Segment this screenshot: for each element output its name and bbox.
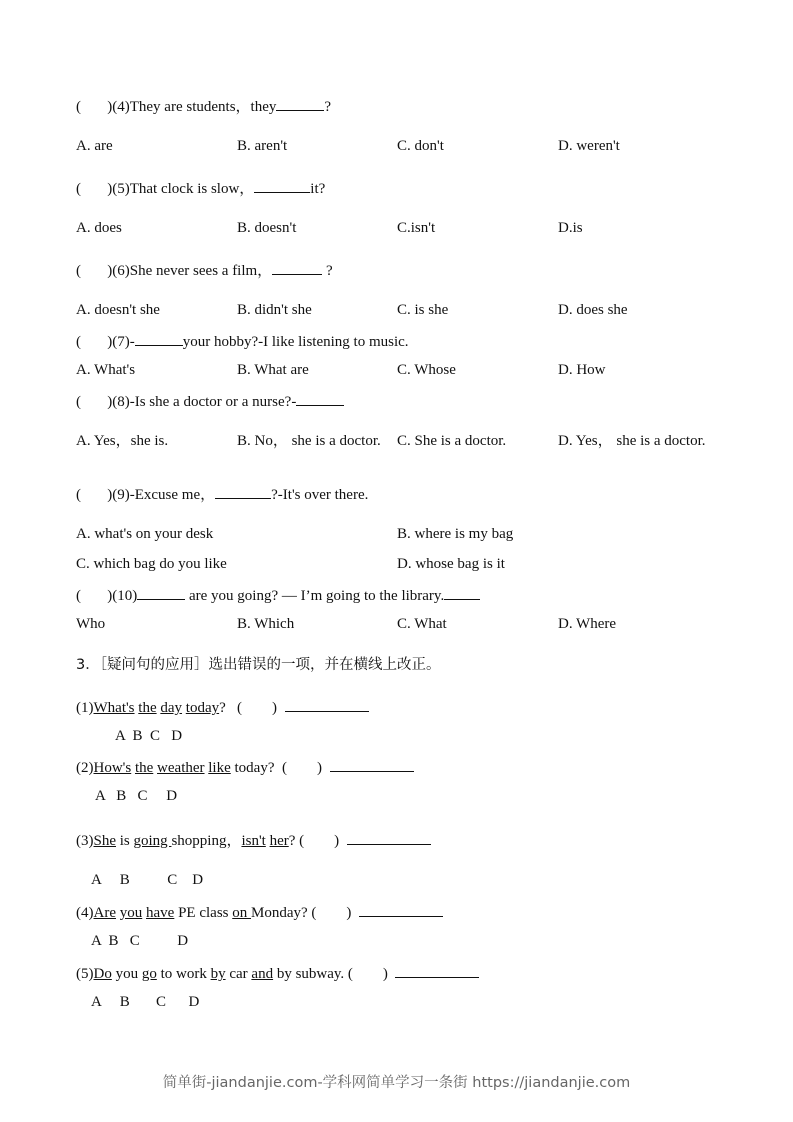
answer-blank[interactable] [135, 331, 183, 346]
answer-blank[interactable] [254, 178, 310, 193]
option-a[interactable]: Who [76, 616, 106, 632]
text-segment: ? ( ) [288, 833, 347, 849]
text-segment: you [111, 966, 142, 982]
underlined-part-d: today [185, 700, 220, 716]
option-b[interactable]: B. where is my bag [397, 526, 514, 542]
option-letters: A B C D [115, 728, 183, 744]
underlined-part-b: the [134, 760, 154, 776]
option-a[interactable]: A. are [76, 138, 113, 154]
error-question-4 [76, 902, 443, 922]
correction-blank[interactable] [395, 963, 479, 978]
option-b[interactable]: B. No， she is a doctor. [237, 433, 381, 449]
underlined-part-c: by [210, 966, 226, 982]
option-letters: A B C D [91, 994, 200, 1010]
underlined-part-a: What's [93, 700, 135, 716]
answer-blank[interactable] [137, 585, 185, 600]
text-segment: Monday? ( ) [251, 905, 359, 921]
correction-blank[interactable] [347, 830, 431, 845]
option-a[interactable]: A. does [76, 220, 122, 236]
question-5-text: ( )(5)That clock is slow， [76, 181, 255, 197]
correction-blank[interactable] [359, 902, 443, 917]
question-8-stem [76, 391, 344, 411]
underlined-part-c: isn't [241, 833, 266, 849]
option-b[interactable]: B. doesn't [237, 220, 297, 236]
option-d[interactable]: D. does she [558, 302, 628, 318]
question-number: (5) [76, 966, 94, 982]
text-segment: ? ( ) [219, 700, 285, 716]
option-a[interactable]: A. Yes，she is. [76, 433, 169, 449]
question-10-stem [76, 585, 480, 605]
option-b[interactable]: B. What are [237, 362, 309, 378]
option-d[interactable]: D. Where [558, 616, 617, 632]
option-letters: A B C D [91, 872, 204, 888]
question-4-stem [76, 96, 331, 116]
answer-blank[interactable] [296, 391, 344, 406]
underlined-part-d: like [208, 760, 231, 776]
question-10-text: ( )(10) [76, 588, 138, 604]
option-d[interactable]: D. Yes， she is a doctor. [558, 433, 706, 449]
text-segment: is [116, 833, 134, 849]
error-question-1 [76, 697, 369, 717]
text-segment: by subway. ( ) [273, 966, 396, 982]
question-6-end: ? [322, 263, 333, 279]
question-9-end: ?-It's over there. [271, 487, 369, 503]
underlined-part-d: and [251, 966, 274, 982]
question-number: (2) [76, 760, 94, 776]
question-5-stem [76, 178, 325, 198]
question-number: (4) [76, 905, 94, 921]
underlined-part-c: have [146, 905, 175, 921]
option-letters: A B C D [95, 788, 178, 804]
option-b[interactable]: B. didn't she [237, 302, 312, 318]
question-number: (3) [76, 833, 94, 849]
question-6-stem [76, 260, 333, 280]
error-question-5 [76, 963, 479, 983]
answer-blank[interactable] [215, 484, 271, 499]
question-10-end: are you going? — I’m going to the library. [185, 588, 445, 604]
option-b[interactable]: B. aren't [237, 138, 288, 154]
option-a[interactable]: A. what's on your desk [76, 526, 214, 542]
option-c[interactable]: C. don't [397, 138, 444, 154]
question-9-stem [76, 484, 368, 504]
text-segment: to work [156, 966, 211, 982]
question-7-end: your hobby?-I like listening to music. [182, 334, 409, 350]
underlined-part-a: She [93, 833, 116, 849]
underlined-part-c: day [160, 700, 183, 716]
question-9-text: ( )(9)-Excuse me， [76, 487, 216, 503]
text-segment: PE class [174, 905, 233, 921]
underlined-part-b: going [133, 833, 172, 849]
underlined-part-a: Do [93, 966, 112, 982]
error-question-3 [76, 830, 431, 850]
footer-watermark: 简单街-jiandanjie.com-学科网简单学习一条街 https://jiandanjie.com [162, 1075, 631, 1091]
question-4-end: ? [324, 99, 332, 115]
underlined-part-d: her [269, 833, 289, 849]
section-3-heading: 3．［疑问句的应用］选出错误的一项，并在横线上改正。 [76, 657, 441, 673]
question-6-text: ( )(6)She never sees a film， [76, 263, 273, 279]
option-c[interactable]: C. Whose [397, 362, 456, 378]
answer-blank[interactable] [444, 585, 480, 600]
text-segment: today? ( ) [230, 760, 330, 776]
option-a[interactable]: A. doesn't she [76, 302, 160, 318]
option-c[interactable]: C. which bag do you like [76, 556, 227, 572]
underlined-part-b: go [141, 966, 157, 982]
option-d[interactable]: D.is [558, 220, 583, 236]
option-b[interactable]: B. Which [237, 616, 295, 632]
question-7-text: ( )(7)- [76, 334, 135, 350]
option-d[interactable]: D. weren't [558, 138, 620, 154]
text-segment: car [225, 966, 252, 982]
correction-blank[interactable] [330, 757, 414, 772]
error-question-2 [76, 757, 414, 777]
option-a[interactable]: A. What's [76, 362, 136, 378]
question-8-text: ( )(8)-Is she a doctor or a nurse?- [76, 394, 297, 410]
question-number: (1) [76, 700, 94, 716]
option-d[interactable]: D. whose bag is it [397, 556, 505, 572]
underlined-part-b: the [138, 700, 157, 716]
option-c[interactable]: C.isn't [397, 220, 436, 236]
option-c[interactable]: C. What [397, 616, 447, 632]
text-segment: shopping， [171, 833, 242, 849]
question-7-stem [76, 331, 409, 351]
answer-blank[interactable] [272, 260, 322, 275]
underlined-part-c: weather [157, 760, 205, 776]
question-5-end: it? [310, 181, 326, 197]
question-4-text: ( )(4)They are students，they [76, 99, 277, 115]
underlined-part-d: on [232, 905, 251, 921]
underlined-part-a: How's [93, 760, 132, 776]
underlined-part-b: you [119, 905, 143, 921]
option-d[interactable]: D. How [558, 362, 606, 378]
correction-blank[interactable] [285, 697, 369, 712]
option-c[interactable]: C. She is a doctor. [397, 433, 507, 449]
answer-blank[interactable] [276, 96, 324, 111]
underlined-part-a: Are [93, 905, 116, 921]
option-c[interactable]: C. is she [397, 302, 449, 318]
option-letters: A B C D [91, 933, 189, 949]
